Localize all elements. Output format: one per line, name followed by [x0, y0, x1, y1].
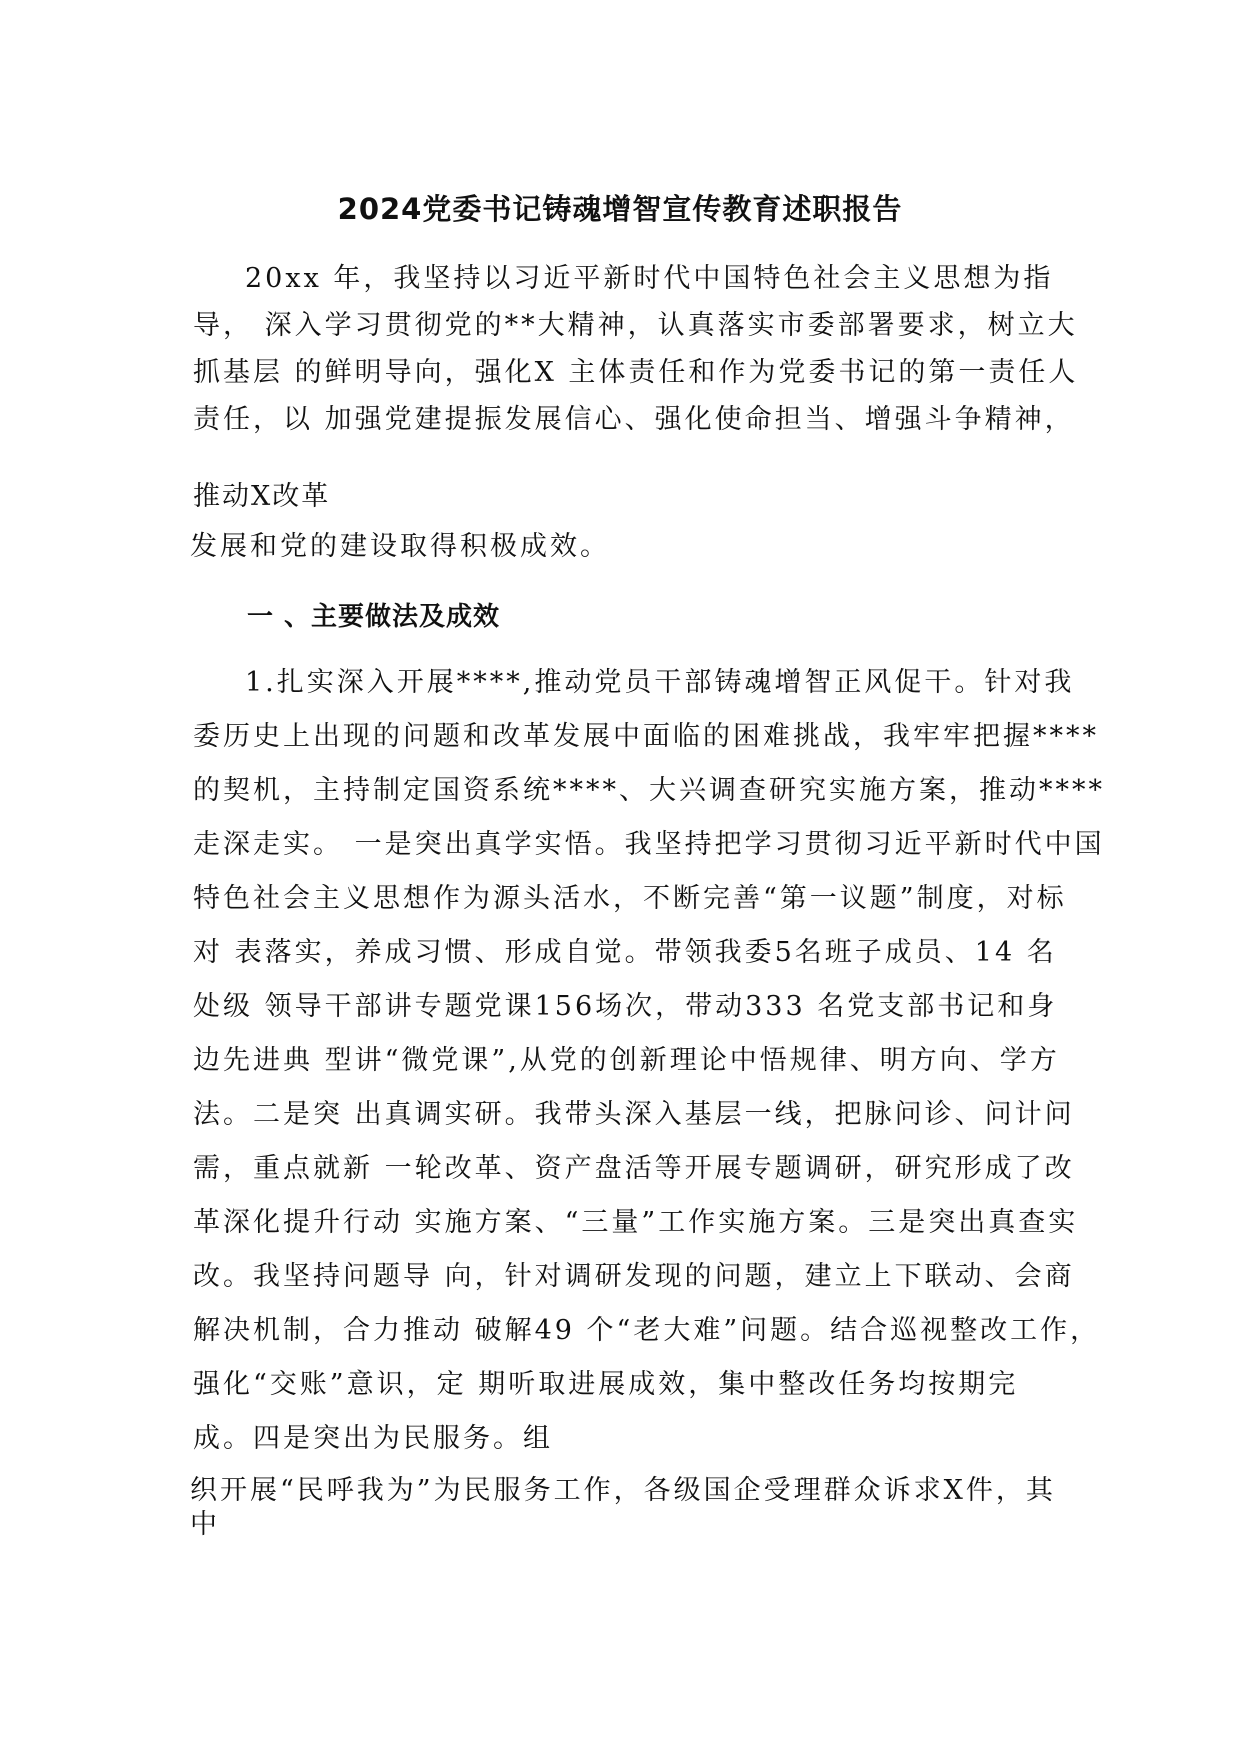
body-line: 处级 领导干部讲专题党课156场次，带动333 名党支部书记和身 — [193, 991, 1058, 1022]
body-line: 织开展“民呼我为”为民服务工作，各级国企受理群众诉求X件，其 — [190, 1475, 1056, 1506]
body-line: 改。我坚持问题导 向，针对调研发现的问题，建立上下联动、会商 — [193, 1261, 1075, 1292]
intro-line: 20xx 年，我坚持以习近平新时代中国特色社会主义思想为指 — [245, 263, 1054, 294]
body-line: 1.扎实深入开展****,推动党员干部铸魂增智正风促干。针对我 — [245, 667, 1075, 698]
body-line: 成。四是突出为民服务。组 — [193, 1423, 553, 1454]
intro-line: 导， 深入学习贯彻党的**大精神，认真落实市委部署要求，树立大 — [193, 310, 1078, 341]
intro-line: 责任，以 加强党建提振发展信心、强化使命担当、增强斗争精神， — [193, 404, 1075, 435]
intro-line: 抓基层 的鲜明导向，强化X 主体责任和作为党委书记的第一责任人 — [193, 357, 1079, 388]
section-heading: 一 、主要做法及成效 — [247, 602, 501, 632]
intro-line: 推动X改革 — [193, 481, 331, 512]
body-line: 革深化提升行动 实施方案、“三量”工作实施方案。三是突出真查实 — [193, 1207, 1079, 1238]
body-line: 的契机，主持制定国资系统****、大兴调查研究实施方案，推动**** — [193, 775, 1105, 806]
body-line: 需，重点就新 一轮改革、资产盘活等开展专题调研，研究形成了改 — [193, 1153, 1075, 1184]
body-line: 中 — [190, 1509, 220, 1540]
body-line: 走深走实。 一是突出真学实悟。我坚持把学习贯彻习近平新时代中国 — [193, 829, 1105, 860]
body-line: 强化“交账”意识，定 期听取进展成效，集中整改任务均按期完 — [193, 1369, 1019, 1400]
body-line: 委历史上出现的问题和改革发展中面临的困难挑战，我牢牢把握**** — [193, 721, 1099, 752]
body-line: 特色社会主义思想作为源头活水，不断完善“第一议题”制度，对标 — [193, 883, 1067, 914]
document-title: 2024党委书记铸魂增智宣传教育述职报告 — [337, 192, 903, 226]
body-line: 边先进典 型讲“微党课”,从党的创新理论中悟规律、明方向、学方 — [193, 1045, 1060, 1076]
intro-line: 发展和党的建设取得积极成效。 — [190, 531, 610, 562]
body-line: 法。二是突 出真调实研。我带头深入基层一线，把脉问诊、问计问 — [193, 1099, 1075, 1130]
body-line: 解决机制，合力推动 破解49 个“老大难”问题。结合巡视整改工作， — [193, 1315, 1101, 1346]
body-line: 对 表落实，养成习惯、形成自觉。带领我委5名班子成员、14 名 — [193, 937, 1057, 968]
